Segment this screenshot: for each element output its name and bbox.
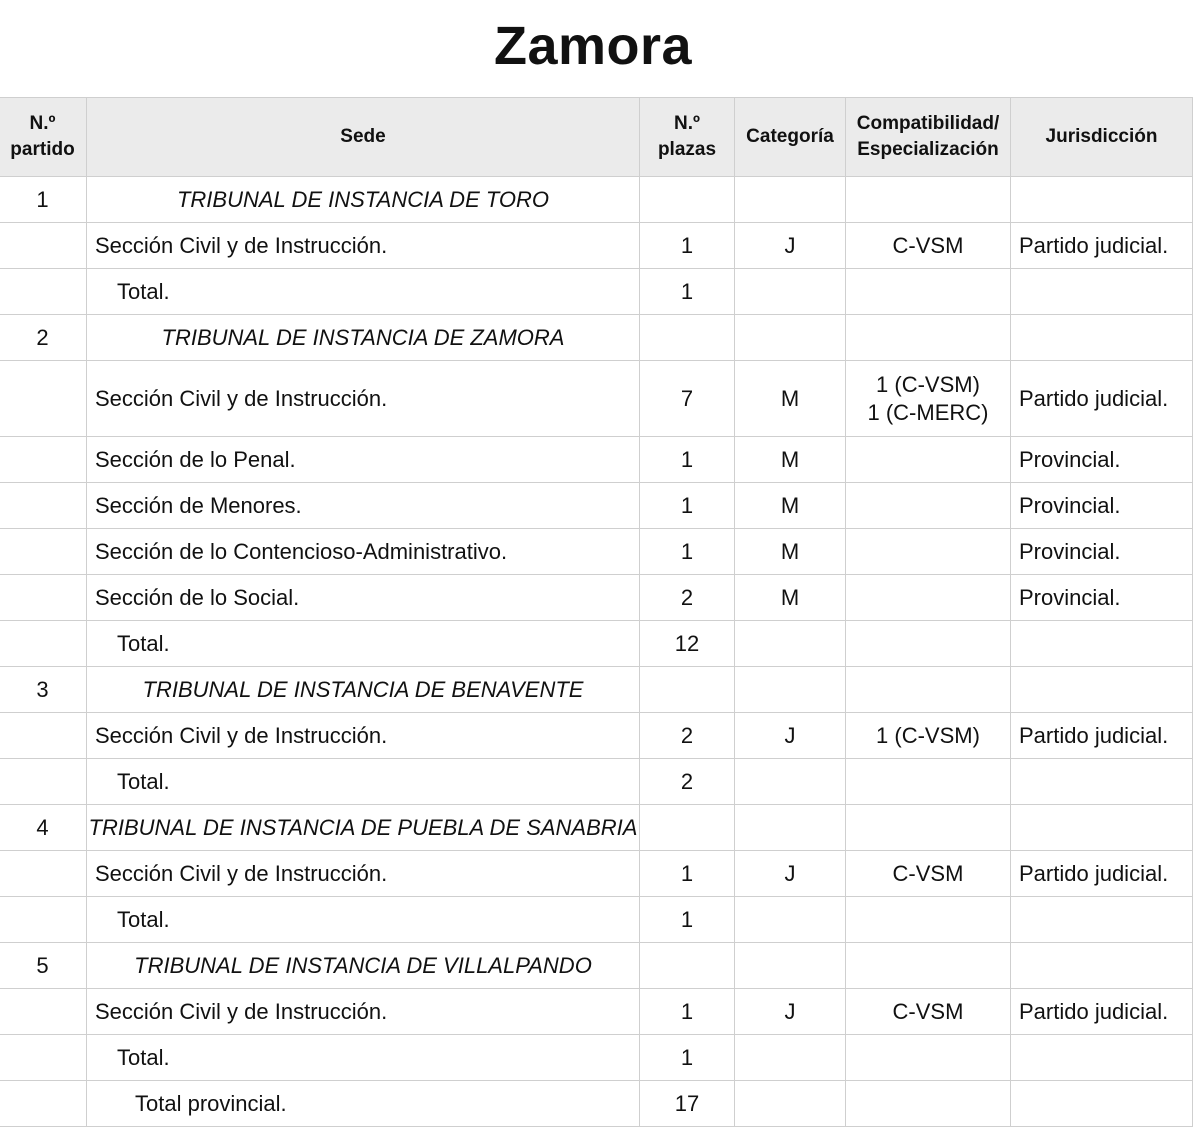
- cell-sede-total: Total.: [87, 1035, 640, 1081]
- cell-jurisdiccion: [1011, 667, 1193, 713]
- cell-plazas: 1: [640, 1035, 735, 1081]
- cell-plazas: 1: [640, 223, 735, 269]
- cell-partido: [0, 269, 87, 315]
- cell-plazas: 1: [640, 437, 735, 483]
- cell-categoria: M: [735, 483, 846, 529]
- table-row: [0, 315, 1193, 361]
- cell-jurisdiccion: Partido judicial.: [1011, 223, 1193, 269]
- cell-jurisdiccion: Provincial.: [1011, 529, 1193, 575]
- cell-partido: [0, 1035, 87, 1081]
- cell-plazas: [640, 315, 735, 361]
- cell-jurisdiccion: [1011, 805, 1193, 851]
- cell-sede-total: Total.: [87, 897, 640, 943]
- cell-compat: [846, 621, 1011, 667]
- cell-sede-total: Total.: [87, 759, 640, 805]
- cell-jurisdiccion: Provincial.: [1011, 575, 1193, 621]
- plazas-table: [0, 97, 1193, 1127]
- cell-partido: [0, 483, 87, 529]
- cell-jurisdiccion: Provincial.: [1011, 483, 1193, 529]
- cell-sede-total-provincial: Total provincial.: [87, 1081, 640, 1127]
- cell-partido: [0, 1081, 87, 1127]
- cell-categoria: [735, 759, 846, 805]
- cell-sede-total: Total.: [87, 269, 640, 315]
- cell-categoria: J: [735, 713, 846, 759]
- cell-sede: Sección Civil y de Instrucción.: [87, 361, 640, 437]
- cell-sede-tribunal: TRIBUNAL DE INSTANCIA DE ZAMORA: [87, 315, 640, 361]
- header-jurisdiccion: Jurisdicción: [1011, 98, 1193, 177]
- cell-plazas: 1: [640, 529, 735, 575]
- cell-partido: [0, 223, 87, 269]
- table-row: [0, 805, 1193, 851]
- cell-categoria: M: [735, 575, 846, 621]
- cell-jurisdiccion: Provincial.: [1011, 437, 1193, 483]
- cell-partido: 1: [0, 177, 87, 223]
- table-row: [0, 575, 1193, 621]
- cell-compat: [846, 943, 1011, 989]
- cell-compat: 1 (C-VSM): [846, 713, 1011, 759]
- cell-categoria: M: [735, 529, 846, 575]
- cell-sede-tribunal: TRIBUNAL DE INSTANCIA DE TORO: [87, 177, 640, 223]
- cell-sede: Sección de lo Social.: [87, 575, 640, 621]
- cell-partido: [0, 621, 87, 667]
- cell-plazas: 1: [640, 269, 735, 315]
- cell-categoria: M: [735, 361, 846, 437]
- cell-plazas: [640, 805, 735, 851]
- cell-partido: [0, 361, 87, 437]
- cell-compat: [846, 759, 1011, 805]
- header-row: [0, 98, 1193, 177]
- cell-compat: [846, 575, 1011, 621]
- table-row-total: [0, 621, 1193, 667]
- cell-categoria: [735, 177, 846, 223]
- cell-categoria: J: [735, 223, 846, 269]
- cell-compat: [846, 1081, 1011, 1127]
- cell-sede-total: Total.: [87, 621, 640, 667]
- cell-sede: Sección Civil y de Instrucción.: [87, 989, 640, 1035]
- table-row: [0, 361, 1193, 437]
- cell-compat: C-VSM: [846, 223, 1011, 269]
- table-row: [0, 437, 1193, 483]
- cell-jurisdiccion: [1011, 759, 1193, 805]
- table-row: [0, 713, 1193, 759]
- table-row-total: [0, 759, 1193, 805]
- cell-sede: Sección Civil y de Instrucción.: [87, 713, 640, 759]
- header-compatibilidad: Compatibilidad/ Especialización: [846, 98, 1011, 177]
- cell-partido: 4: [0, 805, 87, 851]
- cell-jurisdiccion: Partido judicial.: [1011, 361, 1193, 437]
- header-plazas: N.º plazas: [640, 98, 735, 177]
- cell-plazas: 2: [640, 759, 735, 805]
- cell-jurisdiccion: [1011, 1035, 1193, 1081]
- table-row: [0, 177, 1193, 223]
- cell-plazas: 1: [640, 851, 735, 897]
- cell-compat: [846, 805, 1011, 851]
- cell-jurisdiccion: [1011, 943, 1193, 989]
- cell-jurisdiccion: Partido judicial.: [1011, 851, 1193, 897]
- cell-categoria: [735, 897, 846, 943]
- cell-compat: [846, 1035, 1011, 1081]
- table-row: [0, 667, 1193, 713]
- table-row: [0, 851, 1193, 897]
- cell-categoria: [735, 805, 846, 851]
- page-title: Zamora: [493, 16, 693, 76]
- cell-jurisdiccion: Partido judicial.: [1011, 713, 1193, 759]
- cell-partido: 5: [0, 943, 87, 989]
- cell-categoria: [735, 621, 846, 667]
- header-partido: N.º partido: [0, 98, 87, 177]
- cell-plazas: 2: [640, 575, 735, 621]
- table-row: [0, 943, 1193, 989]
- cell-compat: [846, 667, 1011, 713]
- table-row: [0, 223, 1193, 269]
- cell-sede-tribunal: TRIBUNAL DE INSTANCIA DE PUEBLA DE SANABRIA: [87, 805, 640, 851]
- cell-categoria: [735, 943, 846, 989]
- cell-jurisdiccion: Partido judicial.: [1011, 989, 1193, 1035]
- table-row-total: [0, 897, 1193, 943]
- cell-compat: [846, 177, 1011, 223]
- cell-jurisdiccion: [1011, 177, 1193, 223]
- cell-partido: [0, 437, 87, 483]
- cell-plazas: [640, 943, 735, 989]
- cell-compat: [846, 437, 1011, 483]
- cell-partido: [0, 713, 87, 759]
- cell-plazas: 1: [640, 989, 735, 1035]
- cell-sede: Sección Civil y de Instrucción.: [87, 851, 640, 897]
- cell-plazas: 1: [640, 483, 735, 529]
- table-row: [0, 529, 1193, 575]
- table-row-total: [0, 1035, 1193, 1081]
- cell-categoria: [735, 315, 846, 361]
- table-row: [0, 989, 1193, 1035]
- cell-jurisdiccion: [1011, 897, 1193, 943]
- cell-partido: [0, 851, 87, 897]
- cell-categoria: [735, 269, 846, 315]
- header-categoria: Categoría: [735, 98, 846, 177]
- cell-categoria: J: [735, 851, 846, 897]
- cell-categoria: J: [735, 989, 846, 1035]
- cell-plazas: 1: [640, 897, 735, 943]
- cell-compat: 1 (C-VSM) 1 (C-MERC): [846, 361, 1011, 437]
- cell-plazas: 17: [640, 1081, 735, 1127]
- cell-sede: Sección de lo Penal.: [87, 437, 640, 483]
- cell-jurisdiccion: [1011, 315, 1193, 361]
- cell-sede: Sección de lo Contencioso-Administrativo.: [87, 529, 640, 575]
- cell-jurisdiccion: [1011, 621, 1193, 667]
- cell-sede: Sección Civil y de Instrucción.: [87, 223, 640, 269]
- cell-plazas: [640, 177, 735, 223]
- cell-partido: [0, 529, 87, 575]
- cell-partido: 3: [0, 667, 87, 713]
- cell-partido: 2: [0, 315, 87, 361]
- cell-categoria: M: [735, 437, 846, 483]
- cell-jurisdiccion: [1011, 1081, 1193, 1127]
- cell-partido: [0, 989, 87, 1035]
- cell-categoria: [735, 667, 846, 713]
- cell-plazas: 12: [640, 621, 735, 667]
- cell-compat: [846, 483, 1011, 529]
- cell-partido: [0, 897, 87, 943]
- cell-sede-tribunal: TRIBUNAL DE INSTANCIA DE VILLALPANDO: [87, 943, 640, 989]
- cell-plazas: [640, 667, 735, 713]
- header-sede: Sede: [87, 98, 640, 177]
- cell-categoria: [735, 1035, 846, 1081]
- cell-partido: [0, 759, 87, 805]
- cell-plazas: 2: [640, 713, 735, 759]
- cell-compat: [846, 897, 1011, 943]
- cell-compat: C-VSM: [846, 989, 1011, 1035]
- cell-compat: C-VSM: [846, 851, 1011, 897]
- cell-sede: Sección de Menores.: [87, 483, 640, 529]
- cell-jurisdiccion: [1011, 269, 1193, 315]
- cell-plazas: 7: [640, 361, 735, 437]
- cell-categoria: [735, 1081, 846, 1127]
- cell-compat: [846, 529, 1011, 575]
- cell-sede-tribunal: TRIBUNAL DE INSTANCIA DE BENAVENTE: [87, 667, 640, 713]
- cell-compat: [846, 315, 1011, 361]
- cell-partido: [0, 575, 87, 621]
- cell-compat: [846, 269, 1011, 315]
- table-row: [0, 483, 1193, 529]
- table-row-total-provincial: [0, 1081, 1193, 1127]
- table-row-total: [0, 269, 1193, 315]
